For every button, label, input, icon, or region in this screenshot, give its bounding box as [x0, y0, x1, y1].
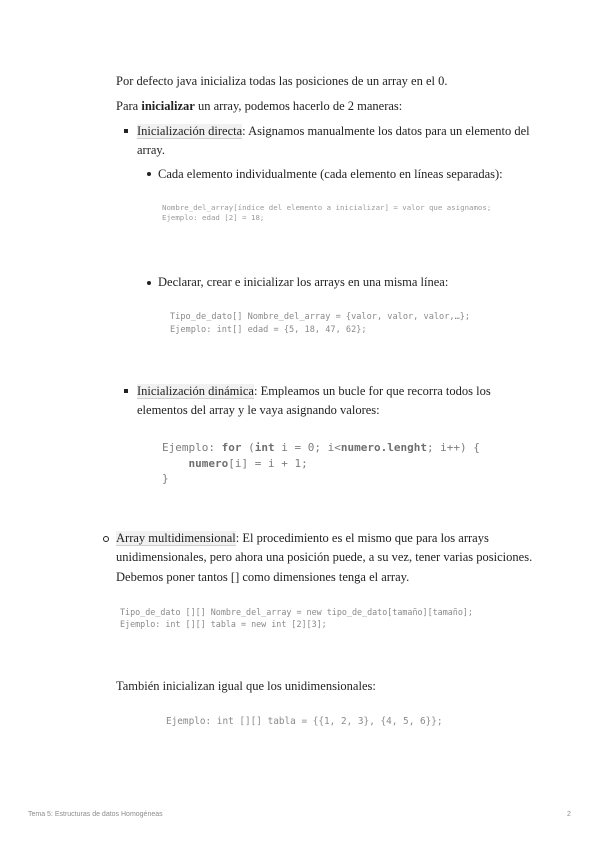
code-dynamic: [162, 440, 480, 487]
square-bullet-icon: [124, 389, 128, 393]
square-bullet-icon: [124, 129, 128, 133]
dot-bullet-icon: [147, 281, 151, 285]
multi-text-1: : El procedimiento es el mismo que para los arrays: [235, 531, 489, 545]
intro-line: Por defecto java inicializa todas las posiciones de un array en el 0.: [116, 74, 448, 88]
ways-bold: inicializar: [141, 99, 195, 113]
dynamic-term: Inicialización dinámica: [137, 384, 254, 398]
code-declare-line: Ejemplo: int[] edad = {5, 18, 47, 62};: [170, 325, 367, 335]
code-individual: [162, 203, 491, 223]
code-also: Ejemplo: int [][] tabla = {{1, 2, 3}, {4, 5, 6}};: [166, 716, 443, 727]
also-line: También inicializan igual que los unidimensionales:: [116, 679, 376, 693]
multi-text-2: unidimensionales, pero ahora una posición puede, a su vez, tener varias posiciones.: [116, 550, 533, 564]
ways-suffix: un array, podemos hacerlo de 2 maneras:: [194, 99, 403, 113]
code-individual-line: Nombre_del_array[índice del elemento a inicializar] = valor que asignamos;: [162, 203, 492, 212]
code-individual-line: Ejemplo: edad [2] = 18;: [162, 213, 265, 222]
direct-text-1: : Asignamos manualmente los datos para un elemento del: [242, 124, 530, 138]
code-declare-line: Tipo_de_dato[] Nombre_del_array = {valor, valor, valor,…};: [170, 312, 471, 322]
footer-title: Tema 5: Estructuras de datos Homogéneas: [28, 811, 163, 818]
direct-text-2: array.: [137, 143, 165, 157]
code-multi-line: Ejemplo: int [][] tabla = new int [2][3];: [120, 619, 327, 629]
multi-text-3: Debemos poner tantos [] como dimensiones tenga el array.: [116, 570, 410, 584]
each-element-line: Cada elemento individualmente (cada elemento en líneas separadas):: [158, 167, 503, 181]
ways-line: [116, 95, 402, 117]
dynamic-text-1: : Empleamos un bucle for que recorra todos los: [253, 384, 491, 398]
multi-term: Array multidimensional: [116, 531, 236, 545]
code-multi: [120, 606, 473, 630]
page-number: 2: [567, 811, 571, 818]
dynamic-text-2: elementos del array y le vaya asignando valores:: [137, 403, 380, 417]
declare-line: Declarar, crear e inicializar los arrays en una misma línea:: [158, 275, 449, 289]
direct-term: Inicialización directa: [137, 124, 243, 138]
code-dynamic-line-2: numero[i] = i + 1;: [188, 456, 308, 470]
code-dynamic-line-1: Ejemplo: for (int i = 0; i<numero.lenght; i++) {: [162, 441, 480, 454]
code-declare: [170, 311, 470, 337]
code-dynamic-line-3: }: [162, 472, 169, 485]
code-multi-line: Tipo_de_dato [][] Nombre_del_array = new tipo_de_dato[tamaño][tamaño];: [120, 607, 473, 617]
direct-line-1: [137, 120, 530, 142]
ring-bullet-icon: [103, 536, 109, 542]
ways-prefix: Para: [116, 99, 142, 113]
dot-bullet-icon: [147, 172, 151, 176]
